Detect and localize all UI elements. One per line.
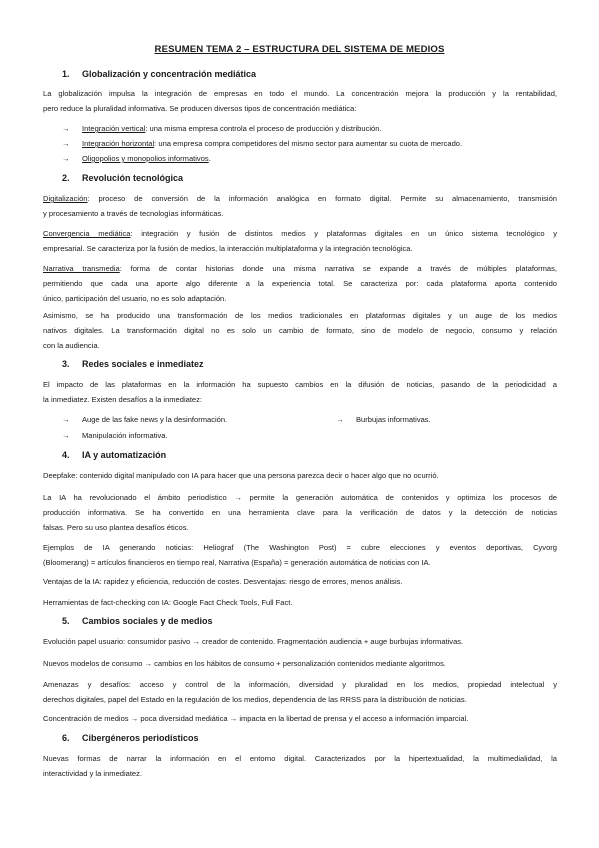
- list-term: Integración horizontal: [82, 139, 155, 148]
- paragraph-ia: [43, 490, 557, 535]
- text-line: permitiendo que cada una aporte algo diferente a la experiencia total. Se caracteriza por: cada plataforma aporta contenido: [43, 279, 557, 288]
- arrow-right-icon: →: [336, 415, 344, 424]
- list-item: [62, 414, 227, 426]
- section-number: 1.: [62, 69, 70, 79]
- list-text: Burbujas informativas.: [356, 415, 431, 424]
- section-number: 2.: [62, 173, 70, 183]
- section-number: 5.: [62, 616, 70, 626]
- arrow-right-icon: →: [62, 154, 70, 163]
- text-line: empresarial. Se caracteriza por la fusión de medios, la interacción multiplataforma y la integración tecnológica.: [43, 244, 413, 253]
- paragraph-asimismo: [43, 308, 557, 353]
- section-heading-4: [62, 450, 166, 460]
- section-title: Redes sociales e inmediatez: [82, 359, 204, 369]
- text-line: Asimismo, se ha producido una transformación de los medios tradicionales en plataformas digitales y un auge de los medios: [43, 311, 557, 320]
- arrow-right-icon: →: [62, 139, 70, 148]
- text-line: derechos digitales, papel del Estado en la regulación de los medios, dependencia de las RRSS para la distribución de noticias.: [43, 695, 467, 704]
- section-heading-5: [62, 616, 213, 626]
- text-line: Concentración de medios → poca diversidad mediática → impacta en la libertad de prensa y el acceso a información imparcial.: [43, 714, 469, 723]
- list-item: [62, 123, 382, 135]
- paragraph-convergencia: [43, 226, 557, 256]
- section-title: Cibergéneros periodísticos: [82, 733, 199, 743]
- term: Convergencia mediática: [43, 229, 131, 238]
- text-line: La globalización impulsa la integración de empresas en todo el mundo. La concentración mejora la producción y la rentabilidad,: [43, 89, 557, 98]
- list-item: [62, 138, 462, 150]
- paragraph-ventajas: [43, 574, 557, 589]
- list-item: [336, 414, 431, 426]
- paragraph-digitalizacion: [43, 191, 557, 221]
- arrow-right-icon: →: [62, 431, 70, 440]
- section-number: 3.: [62, 359, 70, 369]
- text-line: falsas. Pero su uso plantea desafíos éticos.: [43, 523, 189, 532]
- text-line: Ventajas de la IA: rapidez y eficiencia, reducción de costes. Desventajas: riesgo de errores, menos análisis.: [43, 577, 403, 586]
- text-line: [43, 261, 557, 276]
- section-heading-3: [62, 359, 204, 369]
- section-title: Globalización y concentración mediática: [82, 69, 257, 79]
- list-text: .: [208, 154, 211, 163]
- section-heading-6: [62, 733, 199, 743]
- paragraph-concentracion: [43, 711, 557, 726]
- section-heading-1: [62, 69, 256, 79]
- text-line: (Bloomerang) = artículos financieros en tiempo real, Narrativa (España) = generación automática de noticias con IA.: [43, 558, 431, 567]
- list-term: Integración vertical: [82, 124, 146, 133]
- text-line: con la audiencia.: [43, 341, 100, 350]
- paragraph-evolucion: [43, 634, 557, 649]
- text: : integración y fusión de distintos medios y plataformas digitales en un único sistema tecnológico y: [130, 229, 557, 238]
- section-title: Revolución tecnológica: [82, 173, 184, 183]
- list-text: : una empresa compra competidores del mismo sector para aumentar su cuota de mercado.: [154, 139, 463, 148]
- list-item: [62, 153, 211, 165]
- text-line: Nuevos modelos de consumo → cambios en los hábitos de consumo + personalización contenidos mediante algoritmos.: [43, 659, 446, 668]
- text-line: Deepfake: contenido digital manipulado con IA para hacer que una persona parezca decir o hacer algo que no ocurrió.: [43, 471, 439, 480]
- text-line: interactividad y la inmediatez.: [43, 769, 142, 778]
- text-line: Amenazas y desafíos: acceso y control de la información, diversidad y pluralidad en los medios, propiedad intelectual y: [43, 680, 557, 689]
- section-number: 6.: [62, 733, 70, 743]
- paragraph-transmedia: [43, 261, 557, 306]
- text-line: nativos digitales. La transformación digital no es solo un cambio de formato, sino de modelo de negocio, consumo y relación: [43, 326, 557, 335]
- document-title: RESUMEN TEMA 2 – ESTRUCTURA DEL SISTEMA DE MEDIOS: [154, 44, 445, 55]
- list-text: Auge de las fake news y la desinformación.: [82, 415, 228, 424]
- arrow-right-icon: →: [62, 415, 70, 424]
- section-number: 4.: [62, 450, 70, 460]
- text-line: [43, 191, 557, 206]
- section-heading-2: [62, 173, 183, 183]
- paragraph-amenazas: [43, 677, 557, 707]
- section-title: IA y automatización: [82, 450, 167, 460]
- paragraph-deepfake: [43, 468, 557, 483]
- arrow-right-icon: →: [62, 124, 70, 133]
- paragraph-ejemplos: [43, 540, 557, 570]
- text-line: producción informativa. Se ha convertido en una herramienta clave para la verificación de datos y la detección de noticias: [43, 508, 557, 517]
- text: : proceso de conversión de la información analógica en formato digital. Permite su almacenamiento, transmisión: [87, 194, 557, 203]
- text-line: único, participación del usuario, no es solo adaptación.: [43, 294, 227, 303]
- text: : forma de contar historias donde una misma narrativa se expande a través de múltiples plataformas,: [119, 264, 557, 273]
- list-term: Oligopolios y monopolios informativos: [82, 154, 209, 163]
- section-title: Cambios sociales y de medios: [82, 616, 213, 626]
- paragraph-redes: [43, 377, 557, 407]
- list-text: : una misma empresa controla el proceso de producción y distribución.: [145, 124, 382, 133]
- text-line: Nuevas formas de narrar la información en el entorno digital. Caracterizados por la hipertextualidad, la multimedialidad, la: [43, 754, 557, 763]
- text-line: [43, 226, 557, 241]
- text-line: El impacto de las plataformas en la información ha supuesto cambios en la difusión de noticias, pasando de la periodicidad a: [43, 380, 557, 389]
- paragraph-nuevos-modelos: [43, 656, 557, 671]
- list-item: [62, 430, 168, 442]
- text-line: y procesamiento a través de tecnologías informáticas.: [43, 209, 224, 218]
- term: Narrativa transmedia: [43, 264, 120, 273]
- paragraph-cibergeneros: [43, 751, 557, 781]
- text-line: la inmediatez. Existen desafíos a la inmediatez:: [43, 395, 202, 404]
- text-line: Ejemplos de IA generando noticias: Heliograf (The Washington Post) = cubre elecciones y eventos deportivas, Cyvorg: [43, 543, 557, 552]
- text-line: pero reduce la pluralidad informativa. Se producen diversos tipos de concentración mediática:: [43, 104, 357, 113]
- text-line: Herramientas de fact-checking con IA: Google Fact Check Tools, Full Fact.: [43, 598, 293, 607]
- text-line: La IA ha revolucionado el ámbito periodístico → permite la generación automática de contenidos y optimiza los procesos de: [43, 493, 557, 502]
- list-text: Manipulación informativa.: [82, 431, 168, 440]
- paragraph-herramientas: [43, 595, 557, 610]
- paragraph-globalizacion: [43, 86, 557, 116]
- text-line: Evolución papel usuario: consumidor pasivo → creador de contenido. Fragmentación audiencia + auge burbujas informativas.: [43, 637, 464, 646]
- term: Digitalización: [43, 194, 88, 203]
